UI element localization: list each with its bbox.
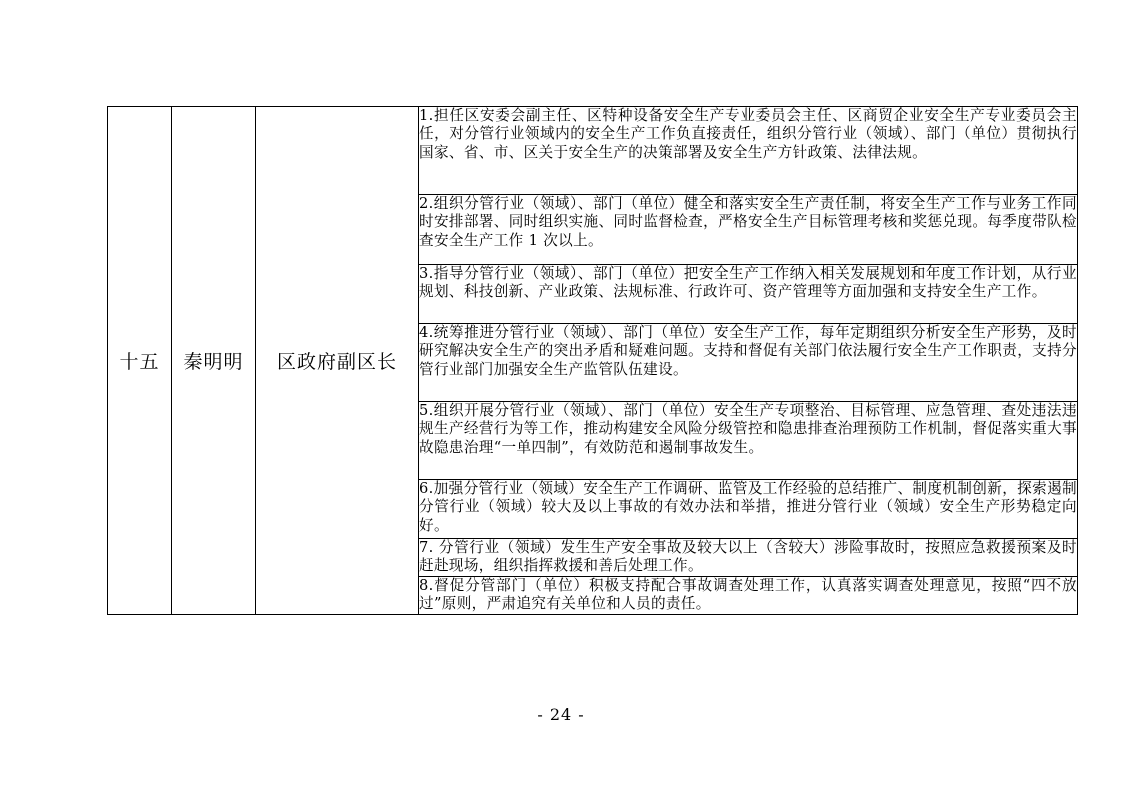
duty-item-6: 6.加强分管行业（领域）安全生产工作调研、监管及工作经验的总结推广、制度机制创新，探索遏制分管行业（领域）较大及以上事故的有效办法和举措，推进分管行业（领域）安全生产形势稳定向好。 <box>419 480 1078 539</box>
responsibility-table <box>107 106 1078 615</box>
person-name-cell: 秦明明 <box>172 107 256 615</box>
page-number: - 24 - <box>537 705 585 724</box>
duty-item-5: 5.组织开展分管行业（领域）、部门（单位）安全生产专项整治、目标管理、应急管理、查处违法违规生产经营行为等工作，推动构建安全风险分级管控和隐患排查治理预防工作机制，督促落实重大事故隐患治理“一单四制”，有效防范和遏制事故发生。 <box>419 402 1078 480</box>
position-cell: 区政府副区长 <box>256 107 419 615</box>
duty-item-2: 2.组织分管行业（领域）、部门（单位）健全和落实安全生产责任制，将安全生产工作与业务工作同时安排部署、同时组织实施、同时监督检查，严格安全生产目标管理考核和奖惩兑现。每季度带队检查安全生产工作 1 次以上。 <box>419 195 1078 265</box>
table-row <box>108 107 1078 195</box>
duty-item-7: 7. 分管行业（领域）发生生产安全事故及较大以上（含较大）涉险事故时，按照应急救援预案及时赶赴现场，组织指挥救援和善后处理工作。 <box>419 539 1077 575</box>
duty-item-8: 8.督促分管部门（单位）积极支持配合事故调查处理工作，认真落实调查处理意见，按照“四不放过”原则，严肃追究有关单位和人员的责任。 <box>419 576 1077 613</box>
row-number-cell: 十五 <box>108 107 172 615</box>
duty-item-3: 3.指导分管行业（领域）、部门（单位）把安全生产工作纳入相关发展规划和年度工作计划，从行业规划、科技创新、产业政策、法规标准、行政许可、资产管理等方面加强和支持安全生产工作。 <box>419 265 1078 324</box>
duty-item-1: 1.担任区安委会副主任、区特种设备安全生产专业委员会主任、区商贸企业安全生产专业委员会主任，对分管行业领域内的安全生产工作负直接责任，组织分管行业（领域）、部门（单位）贯彻执行国家、省、市、区关于安全生产的决策部署及安全生产方针政策、法律法规。 <box>419 107 1078 195</box>
duty-item-4: 4.统筹推进分管行业（领域）、部门（单位）安全生产工作，每年定期组织分析安全生产形势，及时研究解决安全生产的突出矛盾和疑难问题。支持和督促有关部门依法履行安全生产工作职责，支持分管行业部门加强安全生产监管队伍建设。 <box>419 324 1078 402</box>
